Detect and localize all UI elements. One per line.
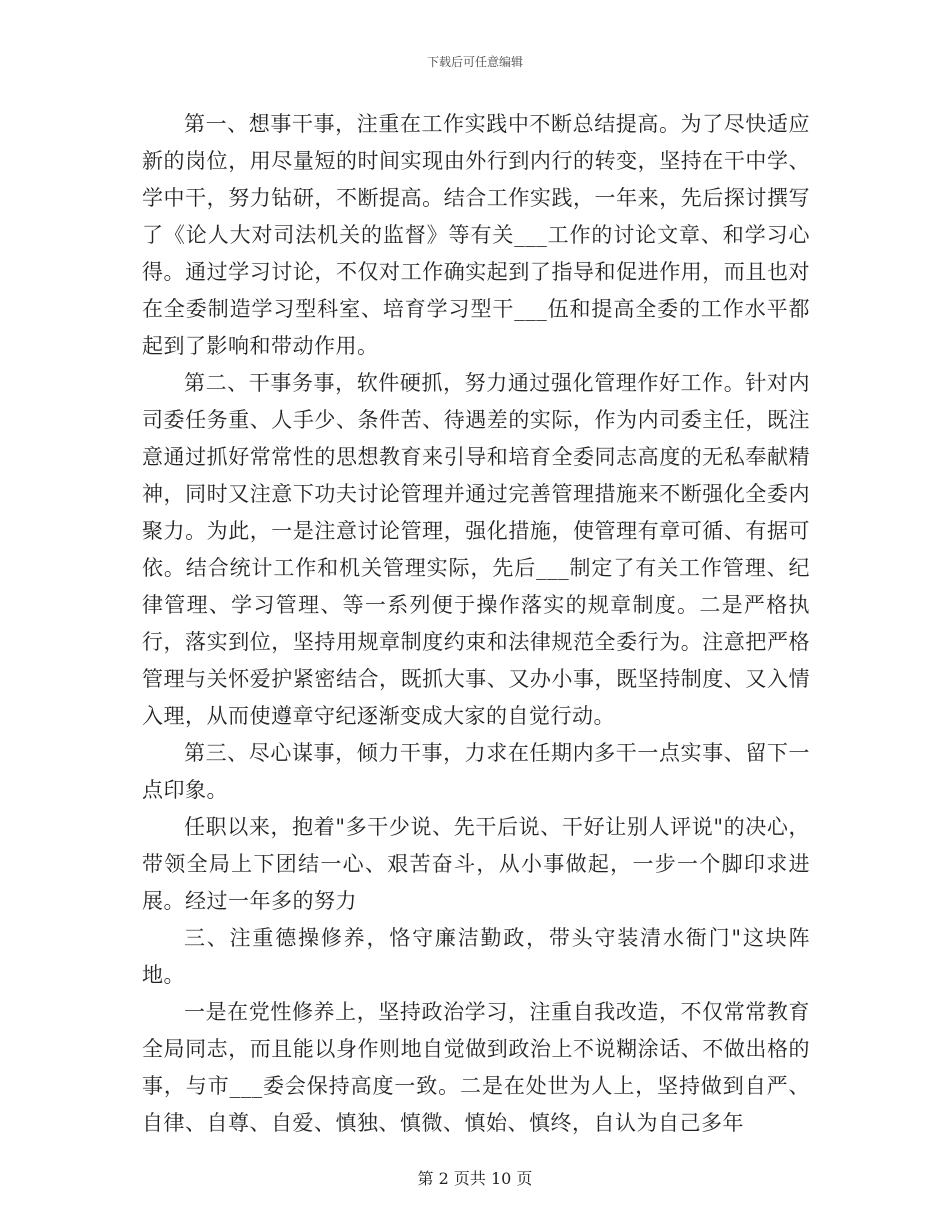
paragraph-6: 一是在党性修养上，坚持政治学习，注重自我改造，不仅常常教育全局同志，而且能以身作则地自觉做到政治上不说糊涂话、不做出格的事，与市___委会保持高度一致。二是在处世为人上，坚持做到自严、自律、自尊、自爱、慎独、慎微、慎始、慎终，自认为自己多年	[142, 1000, 810, 1135]
document-body	[142, 106, 810, 1142]
paragraph-2: 第二、干事务事，软件硬抓，努力通过强化管理作好工作。针对内司委任务重、人手少、条件苦、待遇差的实际，作为内司委主任，既注意通过抓好常常性的思想教育来引导和培育全委同志高度的无私奉献精神，同时又注意下功夫讨论管理并通过完善管理措施来不断强化全委内聚力。为此，一是注意讨论管理，强化措施，使管理有章可循、有据可依。结合统计工作和机关管理实际，先后___制定了有关工作管理、纪律管理、学习管理、等一系列便于操作落实的规章制度。二是严格执行，落实到位，坚持用规章制度约束和法律规范全委行为。注意把严格管理与关怀爱护紧密结合，既抓大事、又办小事，既坚持制度、又入情入理，从而使遵章守纪逐渐变成大家的自觉行动。	[142, 371, 810, 728]
page-footer: 第 2 页共 10 页	[417, 1169, 533, 1188]
paragraph-5: 三、注重德操修养，恪守廉洁勤政，带头守装清水衙门"这块阵地。	[142, 926, 810, 987]
page-header: 下载后可任意编辑	[426, 55, 523, 69]
paragraph-3: 第三、尽心谋事，倾力干事，力求在任期内多干一点实事、留下一点印象。	[142, 741, 810, 802]
paragraph-4: 任职以来，抱着"多干少说、先干后说、干好让别人评说"的决心，带领全局上下团结一心、艰苦奋斗，从小事做起，一步一个脚印求进展。经过一年多的努力	[142, 815, 810, 913]
paragraph-1: 第一、想事干事，注重在工作实践中不断总结提高。为了尽快适应新的岗位，用尽量短的时间实现由外行到内行的转变，坚持在干中学、学中干，努力钻研，不断提高。结合工作实践，一年来，先后探讨撰写了《论人大对司法机关的监督》等有关___工作的讨论文章、和学习心得。通过学习讨论，不仅对工作确实起到了指导和促进作用，而且也对在全委制造学习型科室、培育学习型干___伍和提高全委的工作水平都起到了影响和带动作用。	[142, 112, 810, 358]
